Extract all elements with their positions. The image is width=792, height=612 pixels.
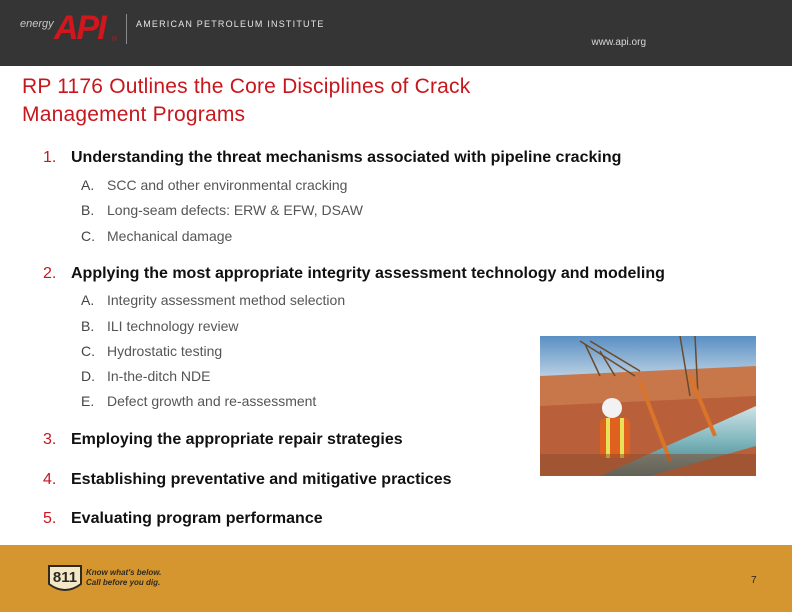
sub-item-letter: D. [81,368,95,384]
list-item [43,471,452,489]
logo-prefix: energy [20,18,54,30]
sub-item-text: Hydrostatic testing [107,343,223,359]
sub-item-text: ILI technology review [107,318,239,334]
item-number: 4. [43,471,57,488]
item-text: Applying the most appropriate integrity assessment technology and modeling [71,265,665,282]
list-item [43,510,323,528]
sub-list-item [81,318,239,334]
slide-title: RP 1176 Outlines the Core Disciplines of Crack Management Programs [22,75,471,126]
registered-mark: ® [112,36,118,43]
header-divider [126,14,127,44]
sub-list-item [81,177,347,193]
badge-line-2: Call before you dig. [86,578,161,587]
website-url[interactable]: www.api.org [591,37,646,48]
item-number: 5. [43,510,57,527]
item-text: Evaluating program performance [71,510,323,527]
sub-item-text: Mechanical damage [107,228,233,244]
list-item [43,265,665,283]
sub-item-letter: B. [81,202,95,218]
sub-list-item [81,368,210,384]
sub-item-text: Defect growth and re-assessment [107,393,317,409]
item-text: Understanding the threat mechanisms associated with pipeline cracking [71,149,622,166]
sub-item-text: Integrity assessment method selection [107,292,346,308]
sub-list-item [81,228,232,244]
badge-line-1: Know what's below. [86,568,162,577]
item-number: 3. [43,431,57,448]
item-number: 2. [43,265,57,282]
sub-item-text: In-the-ditch NDE [107,368,211,384]
sub-list-item [81,343,222,359]
item-text: Employing the appropriate repair strategies [71,431,403,448]
sub-item-text: SCC and other environmental cracking [107,177,348,193]
sub-list-item [81,292,345,308]
sub-item-letter: B. [81,318,95,334]
footer-bar [0,545,792,612]
list-item [43,149,621,167]
sub-item-text: Long-seam defects: ERW & EFW, DSAW [107,202,363,218]
sub-list-item [81,393,316,409]
sub-list-item [81,202,363,218]
sub-item-letter: A. [81,292,95,308]
list-item [43,431,403,449]
item-number: 1. [43,149,57,166]
call-811-badge-icon [46,562,84,596]
badge-caption [86,568,161,588]
photo-illustration [540,336,756,476]
api-logo-icon: API [54,9,105,47]
sub-item-letter: A. [81,177,95,193]
organization-name: AMERICAN PETROLEUM INSTITUTE [136,19,325,29]
page-number: 7 [751,575,757,586]
header-bar [0,0,792,66]
item-text: Establishing preventative and mitigative practices [71,471,452,488]
sub-item-letter: C. [81,343,95,359]
pipeline-inspection-photo [540,336,756,476]
sub-item-letter: C. [81,228,95,244]
badge-number: 811 [52,569,78,586]
sub-item-letter: E. [81,393,95,409]
